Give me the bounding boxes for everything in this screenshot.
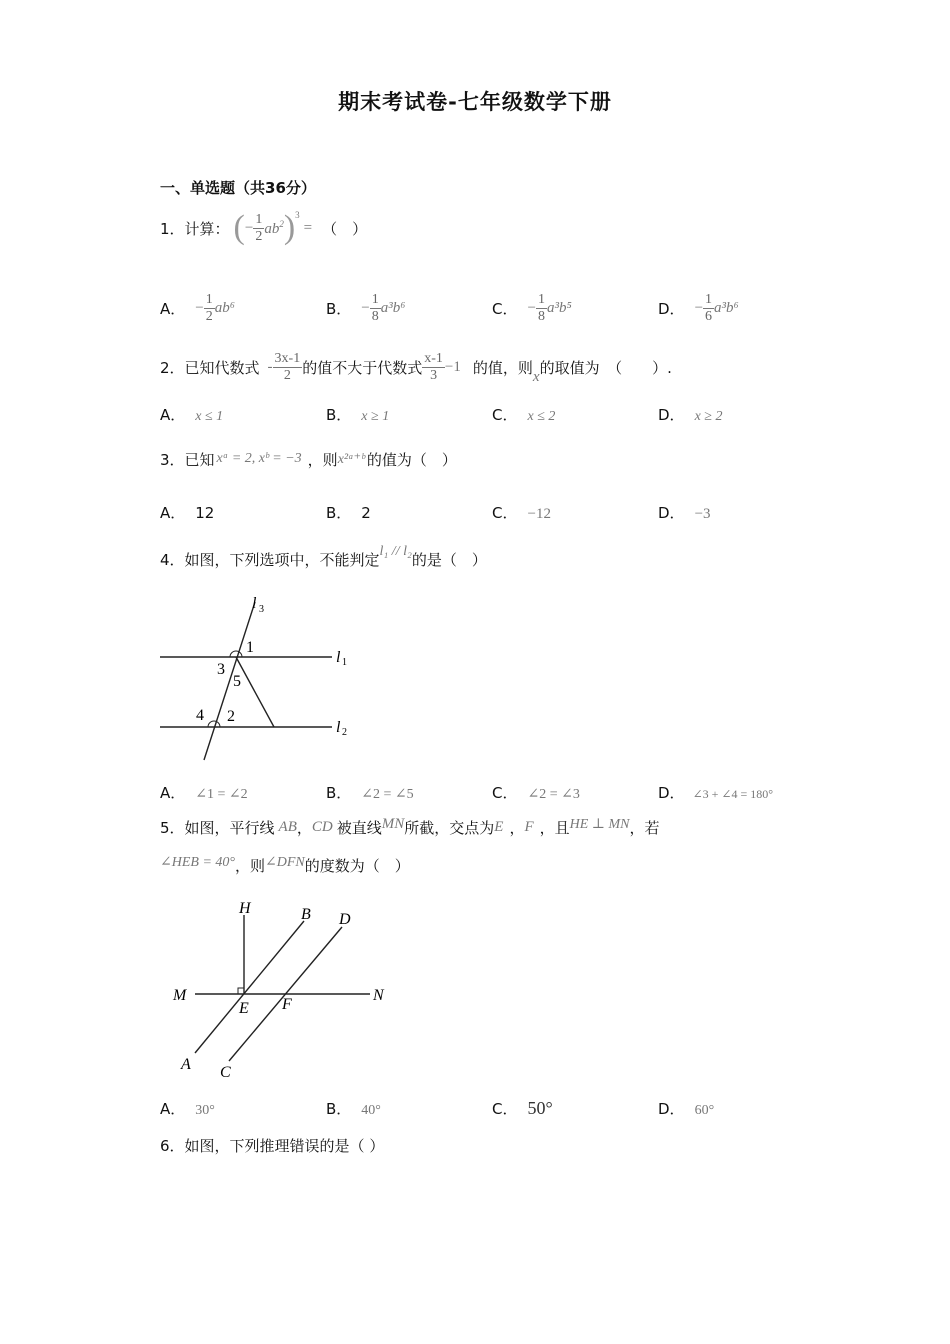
q3-options xyxy=(160,502,800,526)
q4-option-a[interactable]: A． ∠1 = ∠2 xyxy=(160,784,248,802)
q4-option-b[interactable]: B． ∠2 = ∠5 xyxy=(326,784,414,802)
q4-options xyxy=(160,782,820,806)
q3-option-d[interactable]: D． −3 xyxy=(658,504,711,522)
angle-label-1: 1 xyxy=(246,639,254,656)
question-6: 6．如图，下列推理错误的是（ ） xyxy=(160,1137,385,1155)
q1-paren-left: ( xyxy=(233,209,245,246)
q5-option-c[interactable]: C． 50° xyxy=(492,1098,553,1118)
section-heading: 一、单选题（共36分） xyxy=(160,179,316,197)
q1-options xyxy=(160,288,800,328)
label-l3: l xyxy=(252,595,257,612)
question-2: 2．已知代数式 - $\frac{3x-1}{2}$ 的值不大于代数式 $\frac{x-1}{3}$ −1 的值，则 x 的取值为 （ ）. xyxy=(160,350,672,385)
label-f: F xyxy=(282,996,292,1013)
angle-4-arc xyxy=(208,721,220,727)
q1-equals: = xyxy=(303,219,313,236)
angle-label-4: 4 xyxy=(196,707,204,724)
q5-figure xyxy=(165,893,405,1083)
q3-option-c[interactable]: C． −12 xyxy=(492,504,551,522)
question-3: 3．已知 xᵃ = 2, xᵇ = −3 ，则 x²ᵃ⁺ᵇ 的值为（ ） xyxy=(160,450,457,469)
angle-label-2: 2 xyxy=(227,708,235,725)
label-n: N xyxy=(373,987,384,1004)
q4-figure xyxy=(150,590,370,765)
right-angle-mark xyxy=(238,988,244,994)
q1-stem: 1．计算： xyxy=(160,219,230,238)
q5-option-d[interactable]: D． 60° xyxy=(658,1100,715,1118)
q3-option-b[interactable]: B． 2 xyxy=(326,504,371,522)
q1-minus: − xyxy=(244,219,254,236)
label-c: C xyxy=(220,1064,231,1081)
question-4: 4．如图，下列选项中，不能判定 l₁ // l₂ 的是（ ） xyxy=(160,544,487,569)
question-5: 5．如图，平行线 AB ， CD 被直线 MN 所截，交点为 E ， F ，且 HE ⊥ MN ，若 xyxy=(160,815,660,837)
angle-label-3: 3 xyxy=(217,661,225,678)
q3-expression: x²ᵃ⁺ᵇ xyxy=(337,451,365,467)
q1-exponent: 3 xyxy=(295,210,300,220)
label-b: B xyxy=(301,906,311,923)
q1-term: $ab^2$ xyxy=(264,218,284,237)
q1-fraction: $\frac{1}{2}$ xyxy=(255,211,263,244)
angle-3-arc xyxy=(230,651,242,657)
line-l3 xyxy=(204,602,255,760)
label-l3-sub: 3 xyxy=(259,604,264,615)
q1-blank: （ ） xyxy=(322,219,368,238)
label-h: H xyxy=(239,900,251,917)
page-title: 期末考试卷-七年级数学下册 xyxy=(338,90,612,114)
question-1 xyxy=(160,208,367,248)
q1-option-a[interactable]: A． − $\frac{1}{2}$ ab⁶ xyxy=(160,291,235,324)
question-5-line-2: ∠HEB = 40° ，则 ∠DFN 的度数为（ ） xyxy=(160,854,410,875)
q3-condition: xᵃ = 2, xᵇ = −3 xyxy=(216,451,302,466)
q2-fraction-2: $\frac{x-1}{3}$ xyxy=(424,350,443,383)
q5-options xyxy=(160,1098,800,1122)
line-transversal xyxy=(236,657,274,727)
label-m: M xyxy=(173,987,187,1004)
label-l2: l xyxy=(336,719,341,736)
label-l2-sub: 2 xyxy=(342,727,347,738)
line-ab xyxy=(195,921,304,1053)
q4-option-d[interactable]: D． ∠3 + ∠4 = 180° xyxy=(658,784,774,802)
angle-label-5: 5 xyxy=(233,673,241,690)
q2-option-d[interactable]: D． x ≥ 2 xyxy=(658,406,723,424)
label-a: A xyxy=(181,1056,191,1073)
q4-expression: l₁ // l₂ xyxy=(379,544,412,559)
q1-paren-right: ) xyxy=(283,209,296,246)
label-e: E xyxy=(239,1000,249,1017)
label-l1-sub: 1 xyxy=(342,657,347,668)
q2-option-c[interactable]: C． x ≤ 2 xyxy=(492,406,556,424)
q5-option-b[interactable]: B． 40° xyxy=(326,1100,381,1118)
q1-option-d[interactable]: D． − $\frac{1}{6}$ a³b⁶ xyxy=(658,291,739,324)
q4-option-c[interactable]: C． ∠2 = ∠3 xyxy=(492,784,580,802)
q5-option-a[interactable]: A． 30° xyxy=(160,1100,215,1118)
q2-option-b[interactable]: B． x ≥ 1 xyxy=(326,406,390,424)
q1-option-b[interactable]: B． − $\frac{1}{8}$ a³b⁶ xyxy=(326,291,406,324)
label-l1: l xyxy=(336,649,341,666)
q1-option-c[interactable]: C． − $\frac{1}{8}$ a³b⁵ xyxy=(492,291,572,324)
q3-option-a[interactable]: A． 12 xyxy=(160,504,215,522)
label-d: D xyxy=(339,911,351,928)
q2-fraction-1: $\frac{3x-1}{2}$ xyxy=(274,350,301,383)
q2-option-a[interactable]: A． x ≤ 1 xyxy=(160,406,224,424)
q2-options xyxy=(160,404,800,428)
